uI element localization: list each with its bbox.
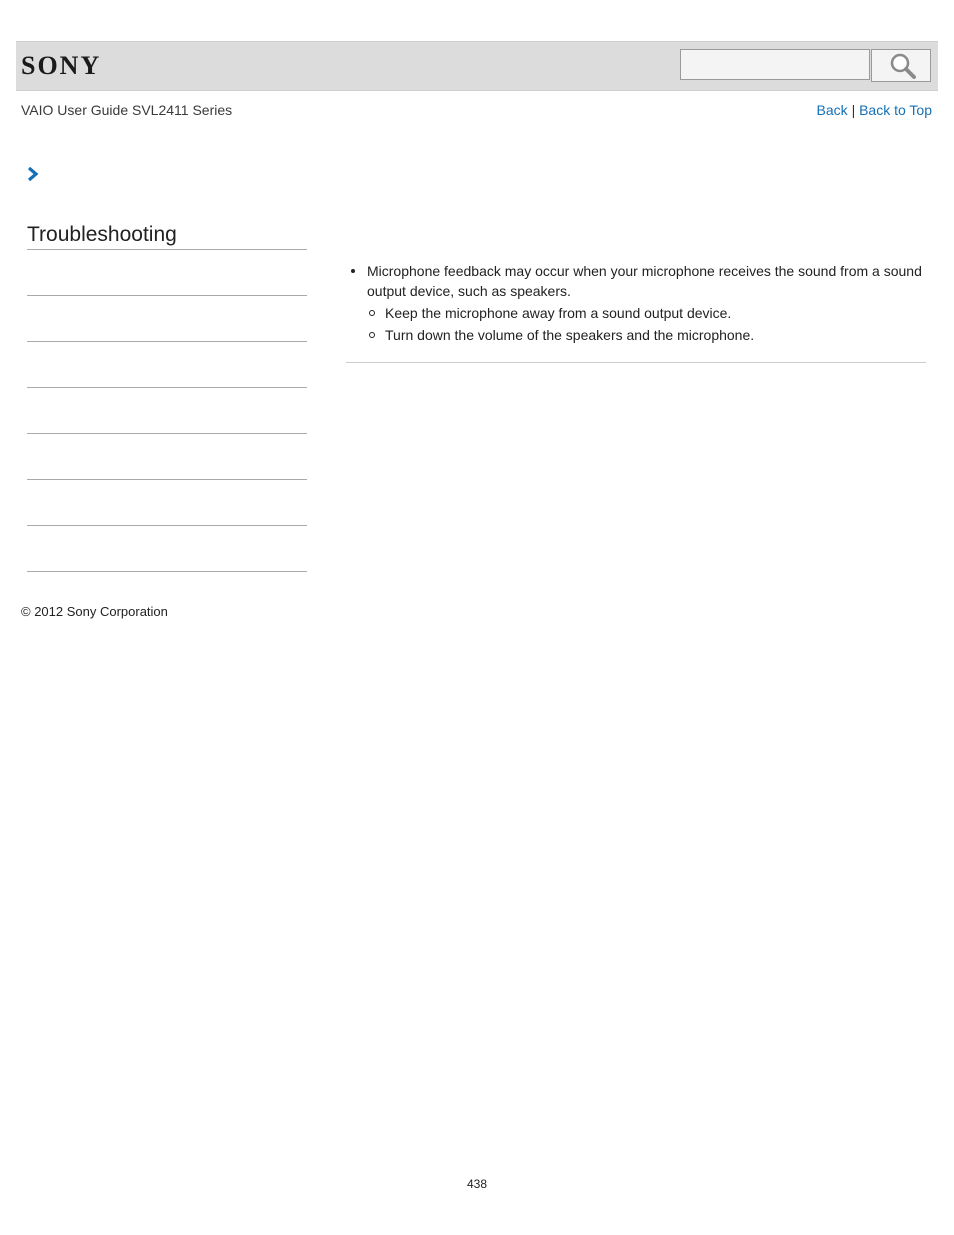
- sub-bullet-text: Keep the microphone away from a sound output device.: [385, 305, 732, 321]
- sidebar-item[interactable]: [27, 296, 307, 342]
- sidebar-heading: Troubleshooting: [27, 222, 307, 250]
- content-divider: [346, 362, 926, 363]
- sidebar-item[interactable]: [27, 388, 307, 434]
- sidebar-item[interactable]: [27, 480, 307, 526]
- page-number: 438: [466, 1177, 488, 1191]
- guide-title: VAIO User Guide SVL2411 Series: [21, 102, 233, 118]
- top-links: [817, 102, 932, 118]
- sony-logo[interactable]: SONY: [21, 51, 102, 80]
- back-link[interactable]: Back: [816, 102, 848, 118]
- link-separator: |: [851, 102, 856, 118]
- back-to-top-link[interactable]: Back to Top: [859, 102, 932, 118]
- breadcrumb-arrow[interactable]: [26, 166, 40, 187]
- hollow-bullet-icon: [369, 310, 375, 316]
- chevron-right-icon: [26, 166, 40, 182]
- bullet-text: Microphone feedback may occur when your microphone receives the sound from a sound output device, such as speakers.: [367, 263, 922, 299]
- search-input[interactable]: [680, 49, 870, 80]
- sidebar-item[interactable]: [27, 526, 307, 572]
- sub-bullet-text: Turn down the volume of the speakers and the microphone.: [385, 327, 755, 343]
- sidebar-item[interactable]: [27, 342, 307, 388]
- hollow-bullet-icon: [369, 332, 375, 338]
- sidebar-item[interactable]: [27, 250, 307, 296]
- copyright: © 2012 Sony Corporation: [21, 604, 168, 619]
- header-bar: [16, 41, 938, 91]
- sidebar: [27, 222, 307, 572]
- sub-list-item: [346, 325, 926, 345]
- main-content: [346, 261, 926, 345]
- bullet-icon: [351, 269, 355, 273]
- list-item: [346, 261, 926, 301]
- sidebar-item[interactable]: [27, 434, 307, 480]
- magnifier-icon: [889, 52, 917, 80]
- sub-list-item: [346, 303, 926, 323]
- search-button[interactable]: [871, 49, 931, 82]
